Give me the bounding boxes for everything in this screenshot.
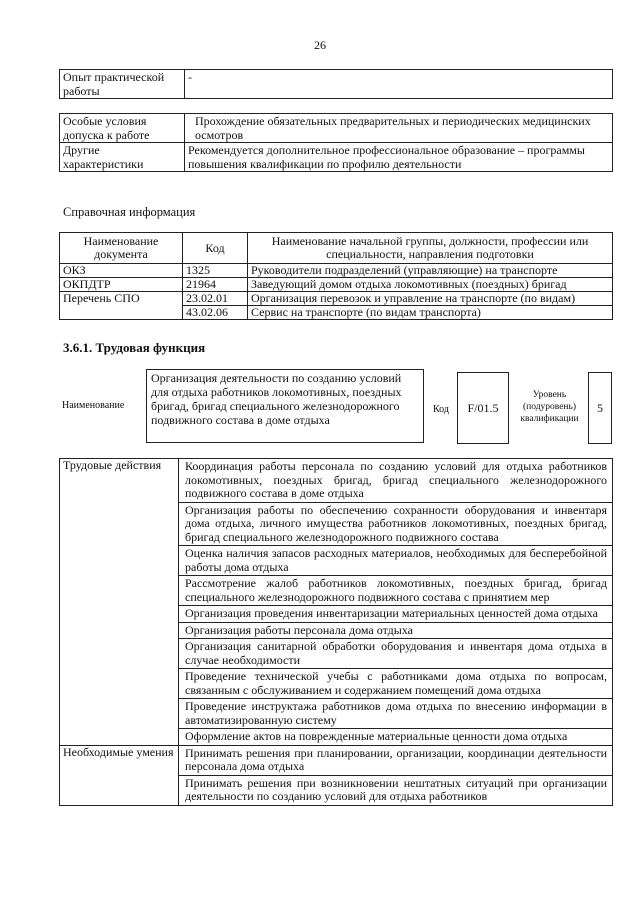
conditions-label: Особые условия допуска к работе	[60, 114, 185, 143]
reference-name: Руководители подразделений (управляющие) на транспорте	[248, 264, 613, 278]
experience-label: Опыт практической работы	[60, 70, 185, 99]
reference-doc	[60, 306, 183, 320]
reference-name: Заведующий домом отдыха локомотивных (поездных) бригад	[248, 278, 613, 292]
labor-action-item: Проведение инструктажа работников дома отдыха по внесению информации в автоматизированную систему	[179, 699, 613, 729]
labor-action-item: Рассмотрение жалоб работников локомотивных, поездных бригад, бригад специального железнодорожного подвижного состава с принятием мер	[179, 576, 613, 606]
reference-doc: Перечень СПО	[60, 292, 183, 306]
reference-name: Организация перевозок и управление на транспорте (по видам)	[248, 292, 613, 306]
conditions-value: Прохождение обязательных предварительных и периодических медицинских осмотров	[185, 114, 613, 143]
characteristics-label: Другие характеристики	[60, 143, 185, 172]
page-number: 26	[314, 38, 326, 52]
reference-doc: ОКЗ	[60, 264, 183, 278]
reference-header-code: Код	[183, 233, 248, 264]
labor-actions-label: Трудовые действия	[60, 459, 179, 746]
experience-value: -	[185, 70, 613, 99]
labor-action-item: Оценка наличия запасов расходных материалов, необходимых для бесперебойной работы дома отдыха	[179, 546, 613, 576]
labor-action-item: Организация проведения инвентаризации материальных ценностей дома отдыха	[179, 606, 613, 623]
reference-header-doc: Наименование документа	[60, 233, 183, 264]
reference-name: Сервис на транспорте (по видам транспорта)	[248, 306, 613, 320]
labor-action-item: Организация санитарной обработки оборудования и инвентаря дома отдыха в случае необходимости	[179, 639, 613, 669]
conditions-table	[59, 113, 613, 172]
function-level-value: 5	[588, 372, 612, 444]
experience-table	[59, 69, 613, 99]
reference-code: 43.02.06	[183, 306, 248, 320]
reference-header-name: Наименование начальной группы, должности, профессии или специальности, направления подготовки	[248, 233, 613, 264]
characteristics-value: Рекомендуется дополнительное профессиональное образование – программы повышения квалификации по профилю деятельности	[185, 143, 613, 172]
function-name-value: Организация деятельности по созданию условий для отдыха работников локомотивных, поездных бригад, бригад специального железнодорожного подвижного состава в доме отдыха	[146, 369, 424, 443]
labor-action-item: Проведение технической учебы с работниками дома отдыха по вопросам, связанным с обслуживанием и содержанием помещений дома отдыха	[179, 669, 613, 699]
function-name-label: Наименование	[62, 400, 125, 411]
function-level-label: Уровень (подуровень) квалификации	[520, 390, 579, 424]
reference-title: Справочная информация	[63, 205, 196, 219]
reference-table	[59, 232, 613, 320]
reference-code: 23.02.01	[183, 292, 248, 306]
labor-action-item: Организация работы персонала дома отдыха	[179, 622, 613, 639]
skill-item: Принимать решения при планировании, организации, координации деятельности персонала дома отдыха	[179, 745, 613, 775]
function-code-value: F/01.5	[457, 372, 509, 444]
reference-code: 1325	[183, 264, 248, 278]
reference-code: 21964	[183, 278, 248, 292]
labor-table	[59, 458, 613, 806]
labor-action-item: Оформление актов на поврежденные материальные ценности дома отдыха	[179, 729, 613, 746]
section-heading: 3.6.1. Трудовая функция	[63, 340, 206, 355]
skill-item: Принимать решения при возникновении нештатных ситуаций при организации деятельности по созданию условий для отдыха работников	[179, 775, 613, 805]
labor-action-item: Организация работы по обеспечению сохранности оборудования и инвентаря дома отдыха, личного имущества работников локомотивных, поездных бригад, бригад специального железнодорожного подвижного состава	[179, 502, 613, 546]
labor-action-item: Координация работы персонала по созданию условий для отдыха работников локомотивных, поездных бригад, бригад специального железнодорожного подвижного состава в доме отдыха	[179, 459, 613, 503]
reference-doc: ОКПДТР	[60, 278, 183, 292]
skills-label: Необходимые умения	[60, 745, 179, 805]
function-code-label: Код	[433, 404, 449, 415]
